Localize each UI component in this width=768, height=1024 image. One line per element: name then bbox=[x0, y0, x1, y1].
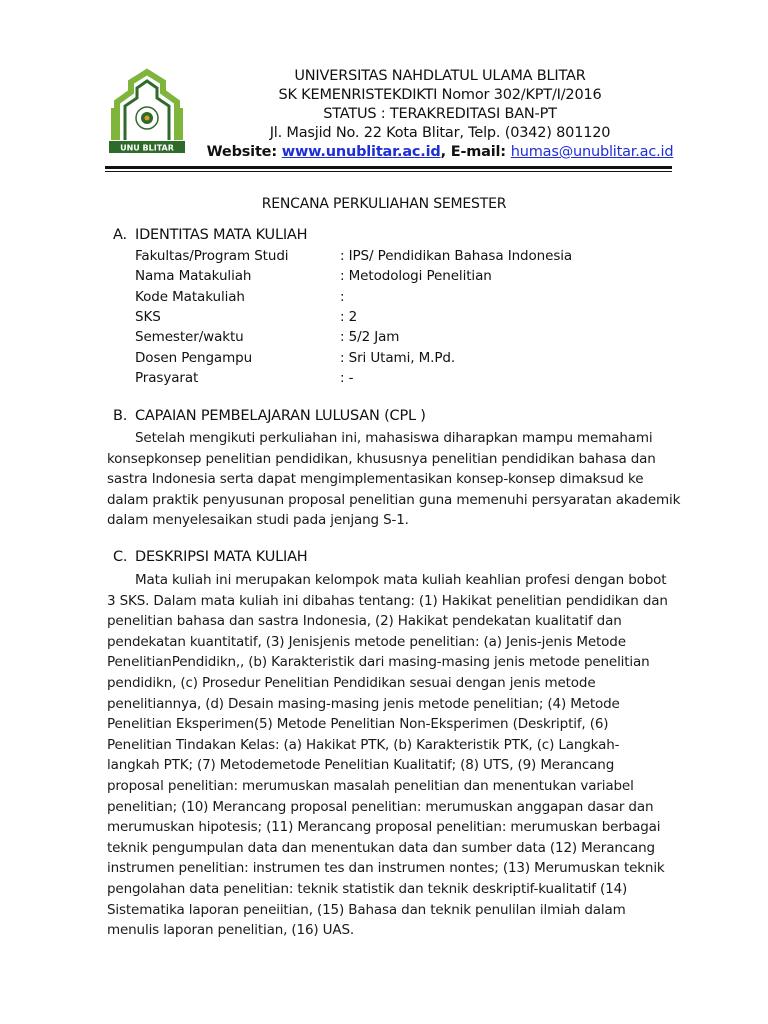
decree-number: SK KEMENRISTEKDIKTI Nomor 302/KPT/I/2016 bbox=[278, 87, 602, 103]
email-label: , E-mail: bbox=[440, 144, 511, 160]
paragraph-line: konsepkonsep penelitian pendidikan, khususnya penelitian pendidikan bahasa dan bbox=[107, 450, 656, 467]
paragraph-line: penelitiannya, (d) Desain masing-masing jenis metode penelitian; (4) Metode bbox=[107, 695, 620, 712]
paragraph-line: 3 SKS. Dalam mata kuliah ini dibahas tentang: (1) Hakikat penelitian pendidikan dan bbox=[107, 592, 668, 609]
email-link[interactable]: humas@unublitar.ac.id bbox=[510, 144, 674, 160]
paragraph-line: dalam menyelesaikan studi pada jenjang S-1. bbox=[107, 512, 409, 529]
paragraph-line: dalam praktik penyusunan proposal penelitian guna memenuhi persyaratan akademik bbox=[107, 491, 681, 508]
identity-row bbox=[135, 309, 357, 325]
identity-key: Kode Matakuliah bbox=[135, 288, 245, 305]
identity-value: : Sri Utami, M.Pd. bbox=[340, 349, 456, 366]
paragraph-line: Mata kuliah ini merupakan kelompok mata kuliah keahlian profesi dengan bobot bbox=[135, 572, 667, 588]
university-logo bbox=[103, 68, 191, 156]
section-a-heading bbox=[113, 227, 307, 243]
paragraph-line: Sistematika laporan peneiitian, (15) Bahasa dan teknik penulilan ilmiah dalam bbox=[107, 901, 626, 918]
section-b-heading bbox=[113, 408, 426, 424]
header-divider-thin bbox=[105, 171, 672, 172]
paragraph-line: pendekatan kuantitatif, (3) Jenisjenis metode penelitian: (a) Jenis-jenis Metode bbox=[107, 633, 626, 650]
logo-text: UNU BLITAR bbox=[120, 143, 174, 153]
identity-key: Dosen Pengampu bbox=[135, 349, 253, 366]
section-a-title: IDENTITAS MATA KULIAH bbox=[135, 227, 308, 243]
paragraph-line: instrumen penelitian: instrumen tes dan instrumen nontes; (13) Merumuskan teknik bbox=[107, 860, 665, 877]
paragraph-line: proposal penelitian: merumuskan masalah penelitian dan menentukan variabel bbox=[107, 777, 634, 794]
identity-value: : 2 bbox=[340, 308, 358, 325]
identity-key: Fakultas/Program Studi bbox=[135, 248, 289, 264]
contact-line bbox=[200, 143, 680, 162]
section-b-title: CAPAIAN PEMBELAJARAN LULUSAN (CPL ) bbox=[135, 408, 426, 424]
section-c-letter: C. bbox=[113, 549, 128, 565]
letterhead bbox=[200, 67, 680, 162]
identity-key: Semester/waktu bbox=[135, 329, 244, 346]
identity-row bbox=[135, 370, 353, 386]
paragraph-line: PenelitianPendidikn,, (b) Karakteristik dari masing-masing jenis metode penelitian bbox=[107, 654, 650, 671]
paragraph-line: Penelitian Eksperimen(5) Metode Penelitian Non-Eksperimen (Deskriptif, (6) bbox=[107, 716, 609, 733]
identity-key: SKS bbox=[135, 308, 161, 325]
identity-key: Prasyarat bbox=[135, 369, 199, 386]
identity-row bbox=[135, 248, 572, 264]
identity-value: : IPS/ Pendidikan Bahasa Indonesia bbox=[340, 248, 573, 264]
section-c-paragraph bbox=[107, 570, 697, 941]
identity-row bbox=[135, 329, 399, 345]
identity-value: : 5/2 Jam bbox=[340, 329, 400, 346]
paragraph-line: penelitian; (10) Merancang proposal penelitian: merumuskan anggapan dasar dan bbox=[107, 798, 654, 815]
paragraph-line: merumuskan hipotesis; (11) Merancang proposal penelitian: merumuskan berbagai bbox=[107, 819, 661, 836]
address: Jl. Masjid No. 22 Kota Blitar, Telp. (0342) 801120 bbox=[269, 125, 611, 141]
website-link[interactable]: www.unublitar.ac.id bbox=[281, 144, 441, 160]
section-c-heading bbox=[113, 549, 308, 565]
paragraph-line: Penelitian Tindakan Kelas: (a) Hakikat PTK, (b) Karakteristik PTK, (c) Langkah- bbox=[107, 736, 620, 753]
website-label: Website: bbox=[206, 144, 282, 160]
paragraph-line: pendidikn, (c) Prosedur Penelitian Pendidikan sesuai dengan jenis metode bbox=[107, 674, 596, 691]
identity-value: : bbox=[340, 288, 345, 305]
identity-value: : Metodologi Penelitian bbox=[340, 268, 492, 285]
header-divider-thick bbox=[105, 166, 672, 169]
section-c-title: DESKRIPSI MATA KULIAH bbox=[135, 549, 308, 565]
section-b-letter: B. bbox=[113, 408, 128, 424]
identity-row bbox=[135, 289, 344, 305]
identity-row bbox=[135, 350, 455, 366]
identity-value: : - bbox=[340, 369, 354, 386]
accreditation-status: STATUS : TERAKREDITASI BAN-PT bbox=[323, 106, 557, 122]
paragraph-line: sastra Indonesia serta dapat mengimplementasikan konsep-konsep dimaksud ke bbox=[107, 471, 644, 488]
identity-key: Nama Matakuliah bbox=[135, 268, 252, 285]
paragraph-line: penelitian bahasa dan sastra Indonesia, (2) Hakikat pendekatan kualitatif dan bbox=[107, 613, 622, 630]
section-a-letter: A. bbox=[113, 227, 127, 243]
paragraph-line: Setelah mengikuti perkuliahan ini, mahasiswa diharapkan mampu memahami bbox=[135, 430, 653, 446]
section-b-paragraph bbox=[107, 428, 697, 531]
paragraph-line: teknik pengumpulan data dan menentukan data dan sumber data (12) Merancang bbox=[107, 839, 655, 856]
paragraph-line: pengolahan data penelitian: teknik statistik dan teknik deskriptif-kualitatif (14) bbox=[107, 880, 628, 897]
paragraph-line: menulis laporan penelitian, (16) UAS. bbox=[107, 922, 355, 939]
identity-row bbox=[135, 268, 492, 284]
paragraph-line: langkah PTK; (7) Metodemetode Penelitian Kualitatif; (8) UTS, (9) Merancang bbox=[107, 757, 615, 774]
document-title: RENCANA PERKULIAHAN SEMESTER bbox=[261, 196, 507, 212]
university-name: UNIVERSITAS NAHDLATUL ULAMA BLITAR bbox=[294, 68, 586, 84]
